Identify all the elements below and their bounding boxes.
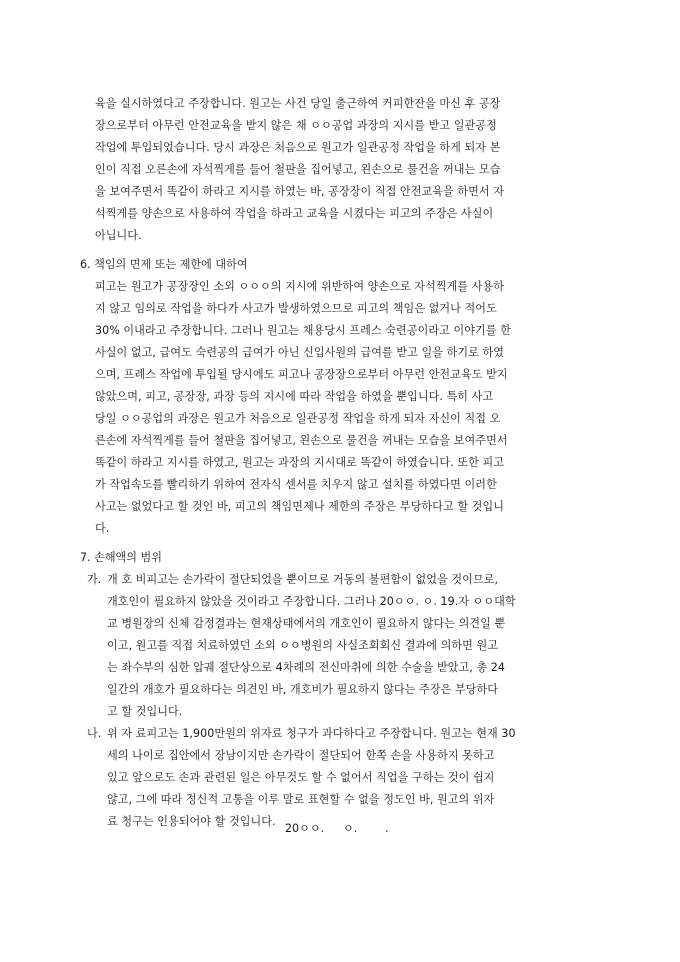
date-day: .: [385, 822, 389, 835]
item-na-line: 료 청구는 인용되어야 할 것입니다.: [107, 815, 276, 828]
section-6-line: 당일 ㅇㅇ공업의 과장은 원고가 처음으로 일관공정 작업을 하게 되자 자신이 직접 오: [95, 412, 501, 425]
item-ga-line: 개호인이 필요하지 않았을 것이라고 주장합니다. 그러나 20ㅇㅇ. ㅇ. 19.자 ㅇㅇ대학: [107, 595, 516, 608]
intro-line: 인이 직접 오른손에 자석찍게를 들어 철판을 집어넣고, 왼손으로 물건을 꺼내는 모습: [95, 163, 501, 176]
section-6-line: 사실이 없고, 급여도 숙련공의 급여가 아닌 신입사원의 급여를 받고 일을 하기로 하였: [95, 346, 504, 359]
item-ga-line: 고 할 것입니다.: [107, 705, 183, 718]
item-ga-line: 교 병원장의 신체 감정결과는 현재상태에서의 개호인이 필요하지 않다는 의견일 뿐: [107, 617, 506, 630]
section-6-line: 른손에 자석찍게를 들어 철판을 집어넣고, 왼손으로 물건을 꺼내는 모습을 보여주면서: [95, 434, 508, 447]
section-6-line: 다.: [95, 522, 110, 535]
date-year: 20ㅇㅇ.: [285, 822, 325, 835]
item-na-line: 위 자 료피고는 1,900만원의 위자료 청구가 과다하다고 주장합니다. 원고는 현재 30: [107, 727, 516, 740]
section-6-line: 사고는 없었다고 할 것인 바, 피고의 책임면제나 제한의 주장은 부당하다고 할 것입니: [95, 500, 504, 513]
section-7-heading: 7. 손해액의 범위: [80, 551, 162, 564]
date-month: ㅇ.: [343, 822, 358, 835]
section-6-line: 30% 이내라고 주장합니다. 그러나 원고는 채용당시 프레스 숙련공이라고 이야기를 한: [95, 324, 511, 337]
intro-line: 육을 실시하였다고 주장합니다. 원고는 사건 당일 출근하여 커피한잔을 마신 후 공장: [95, 97, 501, 110]
item-ga-line: 는 좌수부의 심한 압궤 절단상으로 4차례의 전신마취에 의한 수술을 받았고, 총 24: [107, 661, 506, 674]
intro-line: 아닙니다.: [95, 229, 142, 242]
section-6-line: 똑같이 하라고 지시를 하였고, 원고는 과장의 지시대로 똑같이 하였습니다. 또한 피고: [95, 456, 504, 469]
section-6-line: 으며, 프레스 작업에 투입될 당시에도 피고나 공장장으로부터 아무런 안전교육도 받지: [95, 368, 508, 381]
item-na-line: 세의 나이로 집안에서 장남이지만 손가락이 절단되어 한쪽 손을 사용하지 못하고: [107, 749, 495, 762]
intro-line: 장으로부터 아무런 안전교육을 받지 않은 채 ㅇㅇ공업 과장의 지시를 받고 일관공정: [95, 119, 497, 132]
item-ga-line: 개 호 비피고는 손가락이 절단되었을 뿐이므로 거동의 불편함이 없었을 것이므로,: [107, 573, 499, 586]
item-na-line: 않고, 그에 따라 정신적 고통을 이루 말로 표현할 수 없을 정도인 바, 원고의 위자: [107, 793, 495, 806]
section-6-line: 않았으며, 피고, 공장장, 과장 등의 지시에 따라 작업을 하였을 뿐입니다. 특히 사고: [95, 390, 494, 403]
section-6-heading: 6. 책임의 면제 또는 제한에 대하여: [80, 258, 248, 271]
intro-line: 석찍게를 양손으로 사용하여 작업을 하라고 교육을 시켰다는 피고의 주장은 사실이: [95, 207, 494, 220]
item-ga-marker: 가.: [87, 573, 102, 586]
section-6-line: 피고는 원고가 공장장인 소외 ㅇㅇㅇ의 지시에 위반하여 양손으로 자석찍게를 사용하: [95, 280, 505, 293]
section-6-line: 지 않고 임의로 작업을 하다가 사고가 발생하였으므로 피고의 책임은 없거나 적어도: [95, 302, 497, 315]
intro-line: 작업에 투입되었습니다. 당시 과장은 처음으로 원고가 일관공정 작업을 하게 되자 본: [95, 141, 501, 154]
section-6-line: 가 작업속도를 빨리하기 위하여 전자식 센서를 치우지 않고 설치를 하였다면 이러한: [95, 478, 497, 491]
item-na-line: 있고 앞으로도 손과 관련된 일은 아무것도 할 수 없어서 직업을 구하는 것이 쉽지: [107, 771, 495, 784]
item-ga-line: 이고, 원고를 직접 치료하였던 소외 ㅇㅇ병원의 사실조회회신 결과에 의하면 원고: [107, 639, 499, 652]
item-ga-line: 일간의 개호가 필요하다는 의견인 바, 개호비가 필요하지 않다는 주장은 부당하다: [107, 683, 499, 696]
item-na-marker: 나.: [87, 727, 102, 740]
intro-line: 을 보여주면서 똑같이 하라고 지시를 하였는 바, 공장장이 직접 안전교육을 하면서 자: [95, 185, 504, 198]
